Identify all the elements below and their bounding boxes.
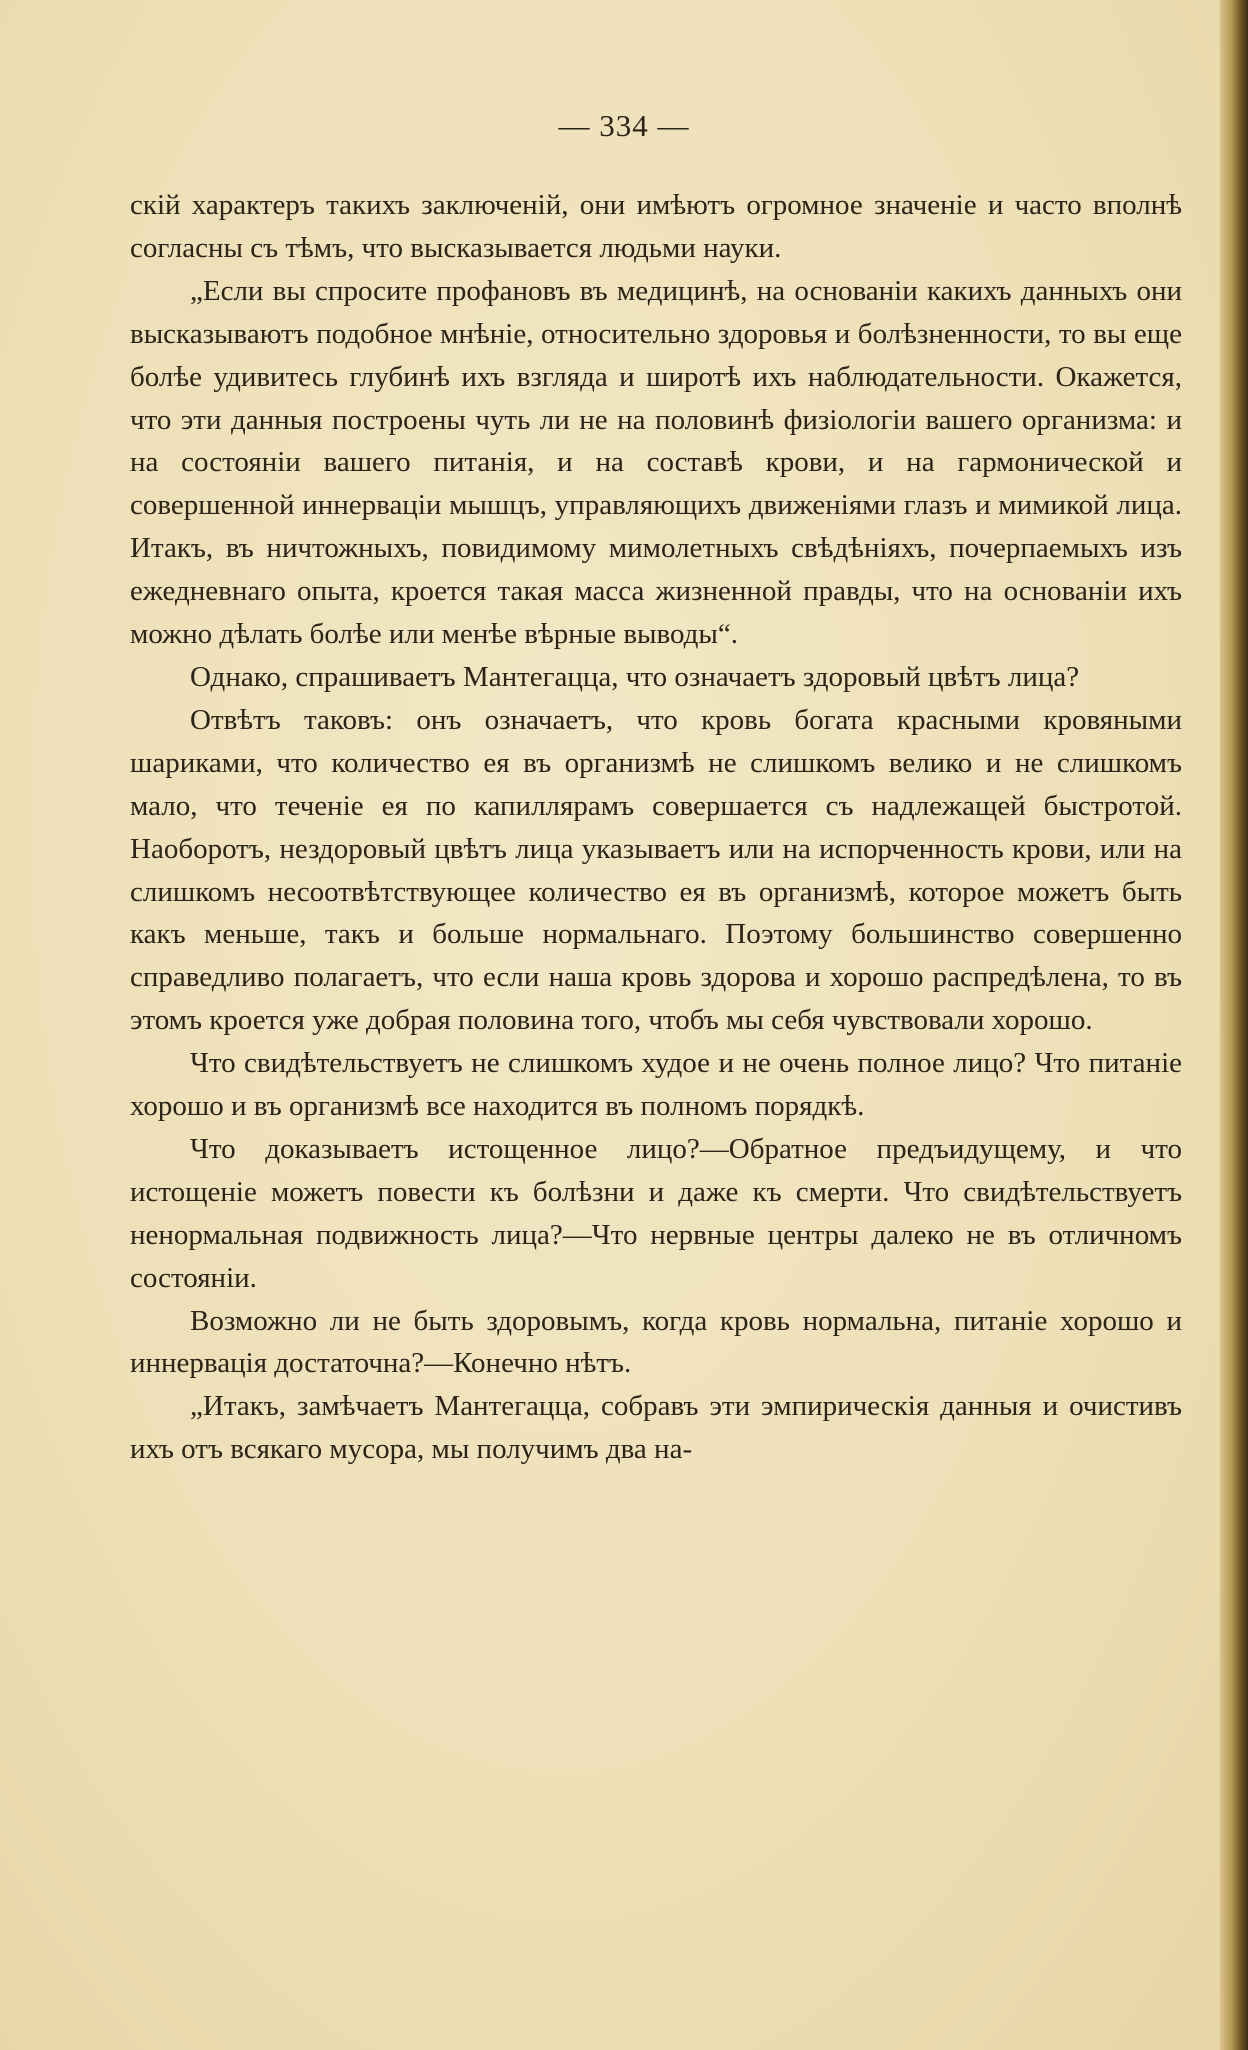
paragraph-8: „Итакъ, замѣчаетъ Мантегацца, собравъ эти эмпирическія данныя и очистивъ ихъ отъ всякаго мусора, мы получимъ два на- — [130, 1390, 1182, 1466]
paragraph-3: Однако, спрашиваетъ Мантегацца, что означаетъ здоровый цвѣтъ лица? — [190, 660, 1080, 693]
paragraph-4: Отвѣтъ таковъ: онъ означаетъ, что кровь богата красными кровяными шариками, что количество ея въ организмѣ не слишкомъ велико и не слишкомъ мало, что теченіе ея по капиллярамъ совершается съ надлежащей быстротой. Наоборотъ, нездоровый цвѣтъ лица указываетъ или на испорченность крови, или на слишкомъ несоотвѣтствующее количество ея въ организмѣ, которое можетъ быть какъ меньше, такъ и больше нормальнаго. Поэтому большинство совершенно справедливо полагаетъ, что если наша кровь здорова и хорошо распредѣлена, то въ этомъ кроется уже добрая половина того, чтобъ мы себя чувствовали хорошо. — [130, 703, 1182, 1037]
paragraph-5: Что свидѣтельствуетъ не слишкомъ худое и не очень полное лицо? Что питаніе хорошо и въ организмѣ все находится въ полномъ порядкѣ. — [130, 1047, 1182, 1123]
paragraph-1: скій характеръ такихъ заключеній, они имѣютъ огромное значеніе и часто вполнѣ согласны съ тѣмъ, что высказывается людьми науки. — [130, 189, 1182, 264]
paragraph-2: „Если вы спросите профановъ въ медицинѣ, на основаніи какихъ данныхъ они высказываютъ подобное мнѣніе, относительно здоровья и болѣзненности, то вы еще болѣе удивитесь глубинѣ ихъ взгляда и широтѣ ихъ наблюдательности. Окажется, что эти данныя построены чуть ли не на половинѣ физіологіи вашего организма: и на состояніи вашего питанія, и на составѣ крови, и на гармонической и совершенной иннерваціи мышцъ, управляющихъ движеніями глазъ и мимикой лица. Итакъ, въ ничтожныхъ, повидимому мимолетныхъ свѣдѣніяхъ, почерпаемыхъ изъ ежедневнаго опыта, кроется такая масса жизненной правды, что на основаніи ихъ можно дѣлать болѣе или менѣе вѣрные выводы“. — [130, 274, 1182, 651]
body-text — [130, 184, 1182, 1471]
page-edge — [1220, 0, 1248, 2050]
paragraph-7: Возможно ли не быть здоровымъ, когда кровь нормальна, питаніе хорошо и иннервація достаточна?—Конечно нѣтъ. — [130, 1304, 1182, 1380]
page-number: — 334 — — [558, 108, 690, 143]
paragraph-6: Что доказываетъ истощенное лицо?—Обратное предъидущему, и что истощеніе можетъ повести къ болѣзни и даже къ смерти. Что свидѣтельствуетъ ненормальная подвижность лица?—Что нервные центры далеко не въ отличномъ состояніи. — [130, 1132, 1182, 1294]
